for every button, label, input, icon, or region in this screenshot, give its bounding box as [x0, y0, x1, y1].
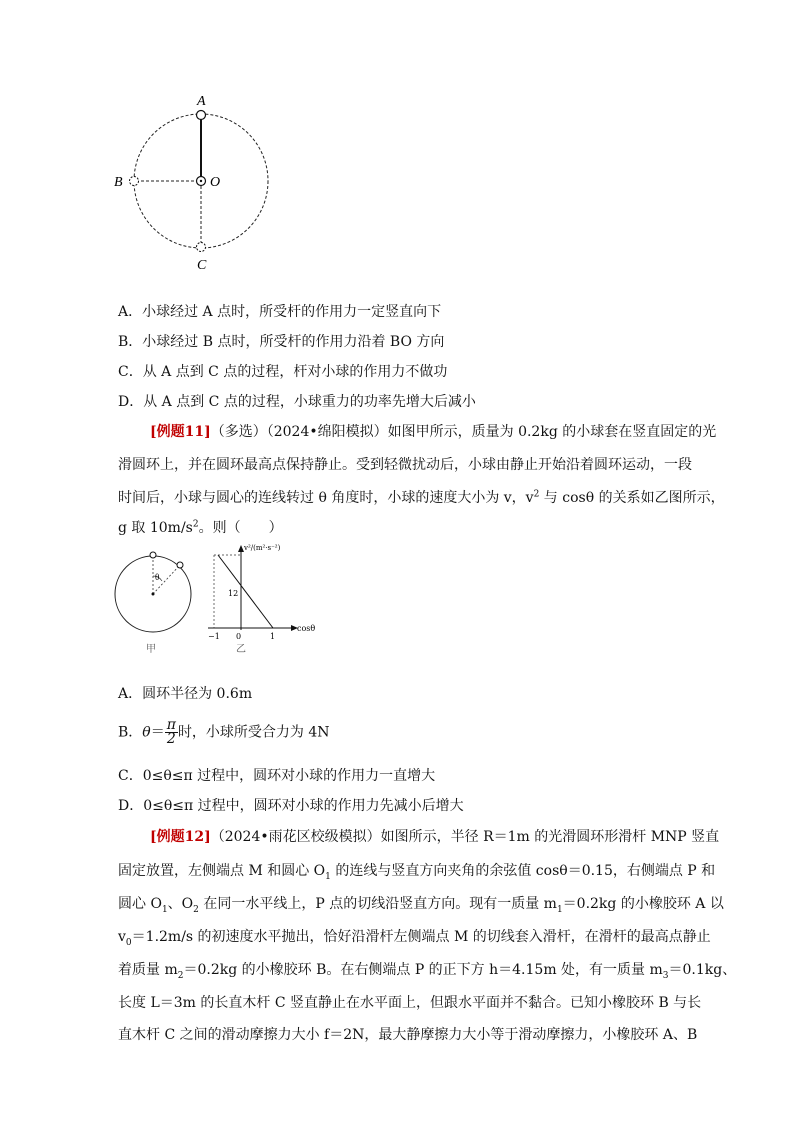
pivot-o-dot	[200, 180, 202, 182]
q10-option-c: C．从 A 点到 C 点的过程，杆对小球的作用力不做功	[118, 364, 448, 380]
ex11-option-b: B．θ＝ $\frac{\pi}{2}$ 时，小球所受合力为 4N	[118, 717, 330, 747]
label-o: O	[210, 175, 221, 190]
label-a: A	[197, 94, 206, 109]
center-dot	[152, 593, 155, 596]
ex11-option-a: A．圆环半径为 0.6m	[118, 686, 253, 702]
theta-label: θ	[155, 572, 160, 582]
ex11-line2: 滑圆环上，并在圆环最高点保持静止。受到轻微扰动后，小球由静止开始沿着圆环运动，一段	[118, 457, 692, 473]
ex11-option-d: D．0≤θ≤π 过程中，圆环对小球的作用力先减小后增大	[118, 798, 464, 814]
graph-x-tick-1: 1	[270, 632, 276, 641]
ball-moved	[177, 562, 183, 568]
graph-xlabel: cosθ	[297, 624, 316, 633]
q10-option-a: A．小球经过 A 点时，所受杆的作用力一定竖直向下	[118, 304, 442, 320]
figure-yi-graph	[200, 540, 335, 658]
ex12-line1: [例题12]（2024•雨花区校级模拟）如图所示，半径 R＝1m 的光滑圆环形滑杆 MNP 竖直	[150, 829, 720, 845]
figure-jia-ring	[108, 542, 203, 657]
graph-y-tick-12: 12	[228, 589, 239, 598]
ex12-line2: 固定放置，左侧端点 M 和圆心 $O_1$ 的连线与竖直方向夹角的余弦值 cosθ＝0.15，右侧端点 P 和	[118, 863, 716, 882]
graph-x-tick-0: 0	[236, 632, 242, 641]
label-b: B	[114, 175, 123, 190]
ball-top	[150, 552, 156, 558]
figure-rod-circle	[100, 85, 290, 275]
ex12-line6: 长度 L＝3m 的长直木杆 C 竖直静止在水平面上，但跟水平面并不黏合。已知小橡胶环 B 与长	[118, 995, 702, 1011]
caption-jia: 甲	[146, 644, 156, 655]
caption-yi: 乙	[236, 644, 246, 655]
fraction-pi-over-2: $\frac{\pi}{2}$	[166, 717, 176, 747]
ex11-line3: 时间后，小球与圆心的连线转过 θ 角度时，小球的速度大小为 v，$v^2$ 与 cosθ 的关系如乙图所示，	[118, 489, 725, 506]
ball-b	[130, 177, 139, 186]
ex12-line5: 着质量 $m_2=0.2kg$ 的小橡胶环 B。在右侧端点 P 的正下方 h＝4.15m 处，有一质量 $m_3=0.1kg$、	[118, 962, 737, 981]
ex12-line4: $v_0=1.2m/s$ 的初速度水平抛出，恰好沿滑杆左侧端点 M 的切线套入滑杆，在滑杆的最高点静止	[118, 929, 711, 948]
ex11-line4: g 取 $10m/s^2$。则（ ）	[118, 519, 283, 536]
ball-a	[197, 111, 206, 120]
graph-x-tick-m1: −1	[208, 632, 220, 641]
q10-option-d: D．从 A 点到 C 点的过程，小球重力的功率先增大后减小	[118, 394, 476, 410]
label-c: C	[197, 258, 207, 273]
q10-option-b: B．小球经过 B 点时，所受杆的作用力沿着 BO 方向	[118, 334, 445, 350]
data-line	[218, 555, 273, 628]
ex12-line3: 圆心 $O_1$、$O_2$ 在同一水平线上，P 点的切线沿竖直方向。现有一质量 $m_1=0.2kg$ 的小橡胶环 A 以	[118, 896, 724, 915]
ex12-line7: 直木杆 C 之间的滑动摩擦力大小 f＝2N，最大静摩擦力大小等于滑动摩擦力，小橡胶环 A、B	[118, 1027, 698, 1043]
ball-c	[197, 243, 206, 252]
ex11-line1: [例题11]（多选）（2024•绵阳模拟）如图甲所示，质量为 0.2kg 的小球套在竖直固定的光	[150, 424, 717, 440]
ex12-tag: [例题12]	[150, 829, 211, 845]
ex11-option-c: C．0≤θ≤π 过程中，圆环对小球的作用力一直增大	[118, 768, 436, 784]
ex11-tag: [例题11]	[150, 424, 211, 440]
graph-ylabel: v²/(m²·s⁻²)	[244, 544, 281, 552]
